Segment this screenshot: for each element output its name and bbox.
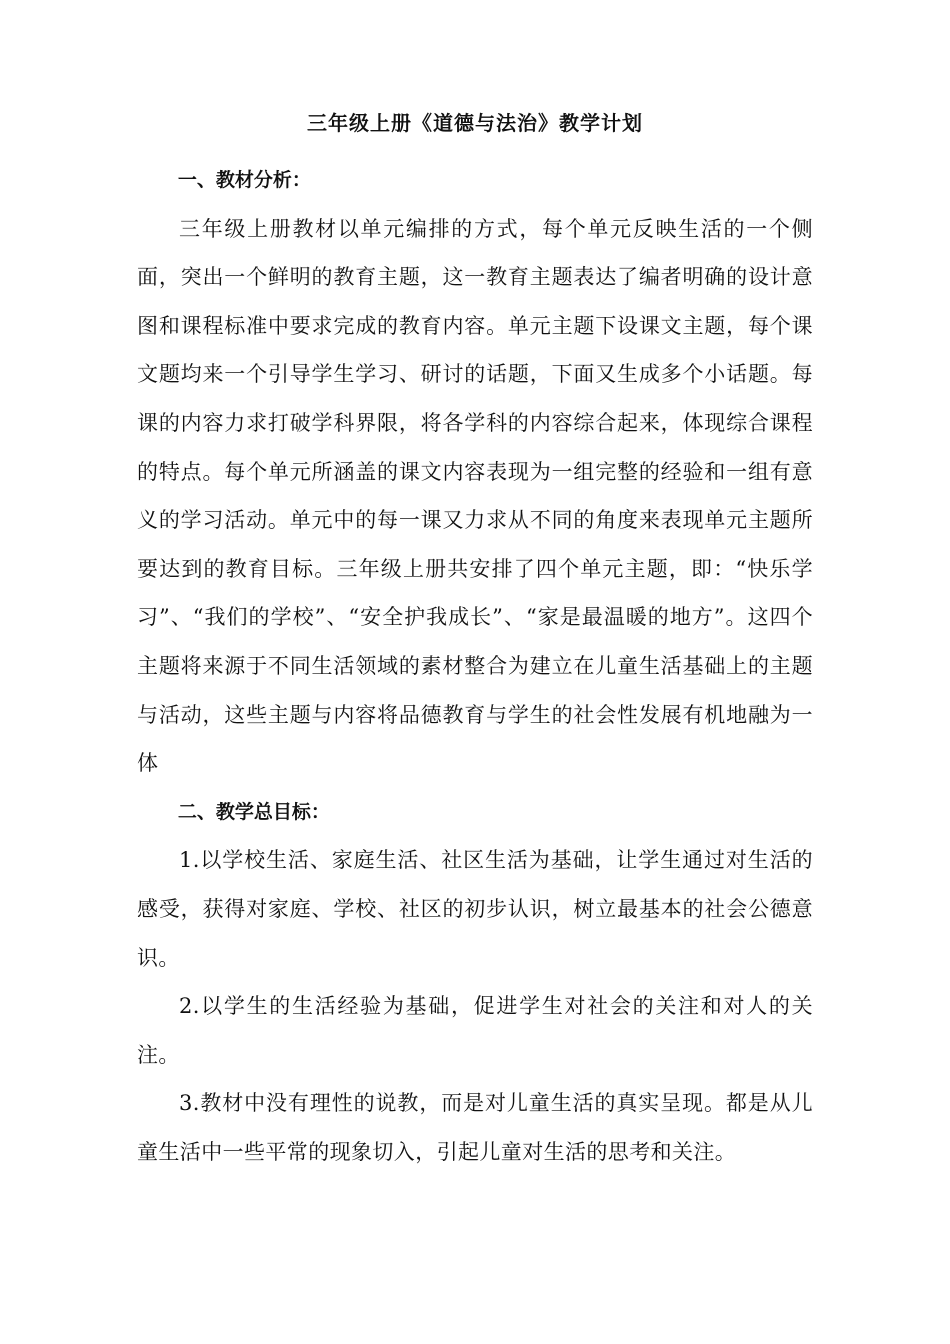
goal-item: 1.以学校生活、家庭生活、社区生活为基础，让学生通过对生活的感受，获得对家庭、学校、社区的初步认识，树立最基本的社会公德意识。 xyxy=(137,848,813,970)
goal-item: 2.以学生的生活经验为基础，促进学生对社会的关注和对人的关注。 xyxy=(137,994,813,1067)
section-heading: 一、教材分析： xyxy=(177,169,311,191)
goal-item: 3.教材中没有理性的说教，而是对儿童生活的真实呈现。都是从儿童生活中一些平常的现象切入，引起儿童对生活的思考和关注。 xyxy=(137,1091,813,1164)
document-body xyxy=(137,156,813,1176)
section-textbook-analysis xyxy=(137,156,813,788)
section-teaching-goals xyxy=(137,788,813,1177)
document-title: 三年级上册《道德与法治》教学计划 xyxy=(307,111,643,135)
paragraph: 三年级上册教材以单元编排的方式，每个单元反映生活的一个侧面，突出一个鲜明的教育主题，这一教育主题表达了编者明确的设计意图和课程标准中要求完成的教育内容。单元主题下设课文主题，每个课文题均来一个引导学生学习、研讨的话题，下面又生成多个小话题。每课的内容力求打破学科界限，将各学科的内容综合起来，体现综合课程的特点。每个单元所涵盖的课文内容表现为一组完整的经验和一组有意义的学习活动。单元中的每一课又力求从不同的角度来表现单元主题所要达到的教育目标。三年级上册共安排了四个单元主题，即：“快乐学习”、“我们的学校”、“安全护我成长”、“家是最温暖的地方”。这四个主题将来源于不同生活领域的素材整合为建立在儿童生活基础上的主题与活动，这些主题与内容将品德教育与学生的社会性发展有机地融为一体 xyxy=(137,216,813,776)
section-heading: 二、教学总目标： xyxy=(177,800,330,823)
